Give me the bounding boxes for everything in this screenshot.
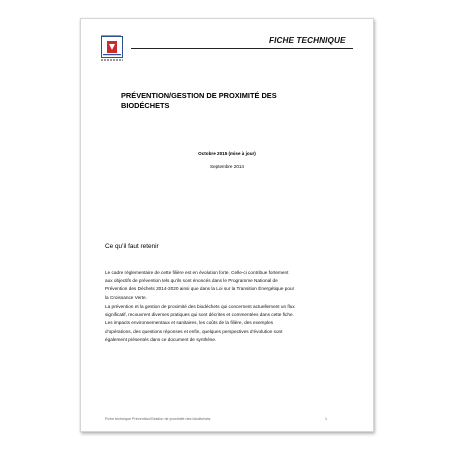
document-title-line-1: PRÉVENTION/GESTION DE PROXIMITÉ DES (121, 91, 277, 100)
paragraph-line: Le cadre réglementaire de cette filière est en évolution forte. Celle-ci contribue fortement (105, 270, 289, 275)
document-title (121, 91, 335, 110)
paragraph-line: également présentés dans ce document de synthèse. (105, 336, 217, 342)
update-date: Octobre 2015 (mise à jour) (198, 151, 256, 156)
header-tag: FICHE TECHNIQUE (269, 36, 346, 45)
header-rule (131, 48, 353, 49)
paragraph-line: aux objectifs de prévention tels qu’ils sont énoncés dans le Programme National de (105, 278, 278, 284)
section-heading: Ce qu’il faut retenir (105, 243, 159, 250)
page-number: 1 (325, 417, 328, 421)
summary-paragraph-1 (105, 269, 355, 302)
paragraph-line: d’opérations, des questions réponses et enfin, quelques perspectives d’évolution sont (105, 328, 283, 334)
footer-text: Fiche technique Prévention/Gestion de proximité des biodéchets (105, 417, 211, 421)
paragraph-line: la Croissance Verte. (105, 294, 147, 300)
original-date: Septembre 2014 (210, 164, 244, 169)
institution-logo-icon (101, 36, 123, 58)
logo-caption (101, 59, 123, 61)
paragraph-line: Les impacts environnementaux et sanitaires, les coûts de la filière, des exemples (105, 320, 274, 326)
document-title-line-2: BIODÉCHETS (121, 100, 170, 110)
paragraph-line: Prévention des Déchets 2014-2020 ainsi que dans la Loi sur la Transition Énergétique pour (105, 286, 295, 292)
paragraph-line: significatif, recouvrent diverses pratiques qui sont décrites et commentées dans cette fiche. (105, 312, 294, 318)
document-page (80, 18, 374, 432)
paragraph-line: La prévention et la gestion de proximité des biodéchets qui concernent actuellement un flux (105, 304, 295, 309)
summary-paragraph-2 (105, 303, 355, 344)
